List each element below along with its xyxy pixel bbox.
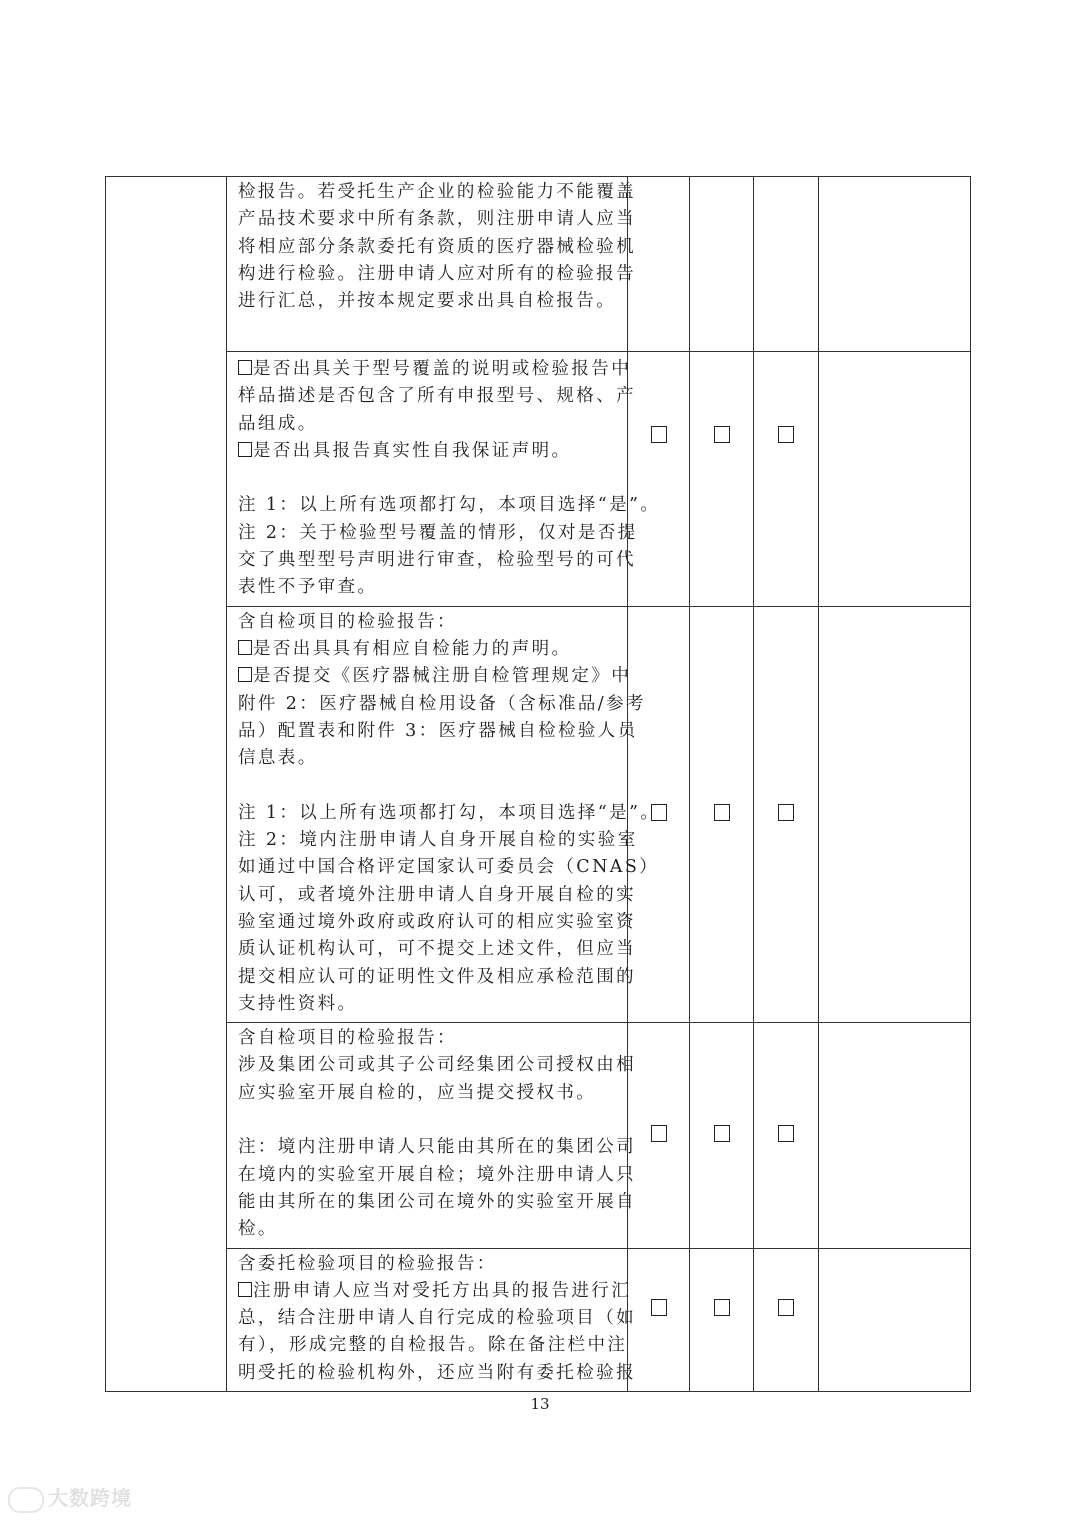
no-checkbox[interactable] — [714, 1125, 730, 1142]
na-cell — [754, 352, 819, 607]
remarks-cell — [819, 1248, 971, 1391]
yes-cell — [628, 1023, 690, 1248]
page-number: 13 — [530, 1395, 550, 1413]
section-heading: 含自检项目的检验报告： — [238, 611, 457, 632]
category-cell — [106, 177, 227, 1392]
text-line: 应实验室开展自检的，应当提交授权书。 — [238, 1082, 597, 1103]
table-row — [106, 606, 971, 1022]
text-line: 品组成。 — [238, 413, 318, 434]
weibo-logo-icon — [8, 1487, 44, 1513]
requirement-cell — [227, 1248, 636, 1391]
yes-checkbox[interactable] — [651, 1299, 667, 1316]
no-checkbox[interactable] — [714, 804, 730, 821]
table-row — [106, 352, 971, 607]
option-text: 是否出具具有相应自检能力的声明。 — [253, 638, 572, 659]
na-checkbox[interactable] — [778, 1299, 794, 1316]
text-line: 样品描述是否包含了所有申报型号、规格、产 — [238, 386, 636, 407]
na-checkbox[interactable] — [778, 426, 794, 443]
watermark — [8, 1482, 132, 1513]
watermark-text: 大数跨境 — [48, 1486, 132, 1510]
na-cell — [754, 1023, 819, 1248]
requirement-cell — [227, 177, 636, 352]
note-line: 注 2：关于检验型号覆盖的情形，仅对是否提 — [238, 522, 638, 543]
no-cell — [690, 177, 754, 352]
option-text: 是否出具报告真实性自我保证声明。 — [253, 440, 572, 461]
yes-checkbox[interactable] — [651, 804, 667, 821]
text-line: 将相应部分条款委托有资质的医疗器械检验机 — [238, 236, 636, 257]
text-line: 信息表。 — [238, 748, 318, 769]
yes-checkbox[interactable] — [651, 1125, 667, 1142]
note-line: 检。 — [238, 1219, 278, 1240]
remarks-cell — [819, 1023, 971, 1248]
requirement-cell — [227, 352, 661, 607]
note-line: 注：境内注册申请人只能由其所在的集团公司 — [238, 1137, 636, 1158]
note-line: 注 2：境内注册申请人自身开展自检的实验室 — [238, 830, 638, 851]
note-line: 能由其所在的集团公司在境外的实验室开展自 — [238, 1191, 636, 1212]
section-heading: 含自检项目的检验报告： — [238, 1028, 457, 1049]
text-line: 检报告。若受托生产企业的检验能力不能覆盖 — [238, 182, 636, 202]
text-line: 有），形成完整的自检报告。除在备注栏中注 — [238, 1335, 628, 1356]
remarks-cell — [819, 177, 971, 352]
note-line: 注 1：以上所有选项都打勾，本项目选择“是”。 — [238, 495, 661, 516]
na-checkbox[interactable] — [778, 1125, 794, 1142]
yes-cell — [628, 1248, 690, 1391]
na-checkbox[interactable] — [778, 804, 794, 821]
text-line: 附件 2：医疗器械自检用设备（含标准品/参考 — [238, 693, 646, 714]
remarks-cell — [819, 606, 971, 1022]
checkbox[interactable] — [238, 640, 252, 655]
no-cell — [690, 1248, 754, 1391]
requirement-cell — [227, 606, 661, 1022]
checkbox[interactable] — [238, 360, 252, 375]
note-line: 在境内的实验室开展自检；境外注册申请人只 — [238, 1164, 636, 1185]
na-cell — [754, 606, 819, 1022]
checkbox[interactable] — [238, 442, 252, 457]
text-line: 产品技术要求中所有条款，则注册申请人应当 — [238, 209, 636, 230]
table-row — [106, 177, 971, 352]
text-line: 进行汇总，并按本规定要求出具自检报告。 — [238, 291, 617, 312]
checklist-table — [105, 176, 971, 1392]
section-heading: 含委托检验项目的检验报告： — [238, 1253, 497, 1274]
note-line: 验室通过境外政府或政府认可的相应实验室资 — [238, 911, 636, 932]
note-line: 支持性资料。 — [238, 993, 358, 1014]
option-text: 是否出具关于型号覆盖的说明或检验报告中 — [253, 359, 632, 379]
no-checkbox[interactable] — [714, 1299, 730, 1316]
note-line: 如通过中国合格评定国家认可委员会（CNAS） — [238, 857, 660, 878]
yes-checkbox[interactable] — [651, 426, 667, 443]
note-line: 认可，或者境外注册申请人自身开展自检的实 — [238, 884, 636, 905]
no-cell — [690, 1023, 754, 1248]
note-line: 注 1：以上所有选项都打勾，本项目选择“是”。 — [238, 802, 661, 823]
note-line: 交了典型型号声明进行审查，检验型号的可代 — [238, 550, 636, 571]
yes-cell — [628, 177, 690, 352]
no-cell — [690, 606, 754, 1022]
text-line: 构进行检验。注册申请人应对所有的检验报告 — [238, 263, 636, 284]
text-line: 涉及集团公司或其子公司经集团公司授权由相 — [238, 1055, 636, 1076]
option-text: 是否提交《医疗器械注册自检管理规定》中 — [253, 666, 632, 687]
no-checkbox[interactable] — [714, 426, 730, 443]
table-row — [106, 1023, 971, 1248]
note-line: 提交相应认可的证明性文件及相应承检范围的 — [238, 966, 636, 987]
na-cell — [754, 1248, 819, 1391]
yes-cell — [628, 352, 690, 607]
checkbox[interactable] — [238, 667, 252, 682]
note-line: 表性不予审查。 — [238, 577, 378, 598]
text-line: 总，结合注册申请人自行完成的检验项目（如 — [238, 1308, 636, 1329]
requirement-cell — [227, 1023, 636, 1248]
text-line: 品）配置表和附件 3：医疗器械自检检验人员 — [238, 720, 638, 741]
checkbox[interactable] — [238, 1282, 252, 1297]
remarks-cell — [819, 352, 971, 607]
text-line: 明受托的检验机构外，还应当附有委托检验报 — [238, 1362, 636, 1383]
table-row — [106, 1248, 971, 1391]
option-text: 注册申请人应当对受托方出具的报告进行汇 — [253, 1280, 632, 1301]
no-cell — [690, 352, 754, 607]
na-cell — [754, 177, 819, 352]
note-line: 质认证机构认可，可不提交上述文件，但应当 — [238, 939, 636, 960]
